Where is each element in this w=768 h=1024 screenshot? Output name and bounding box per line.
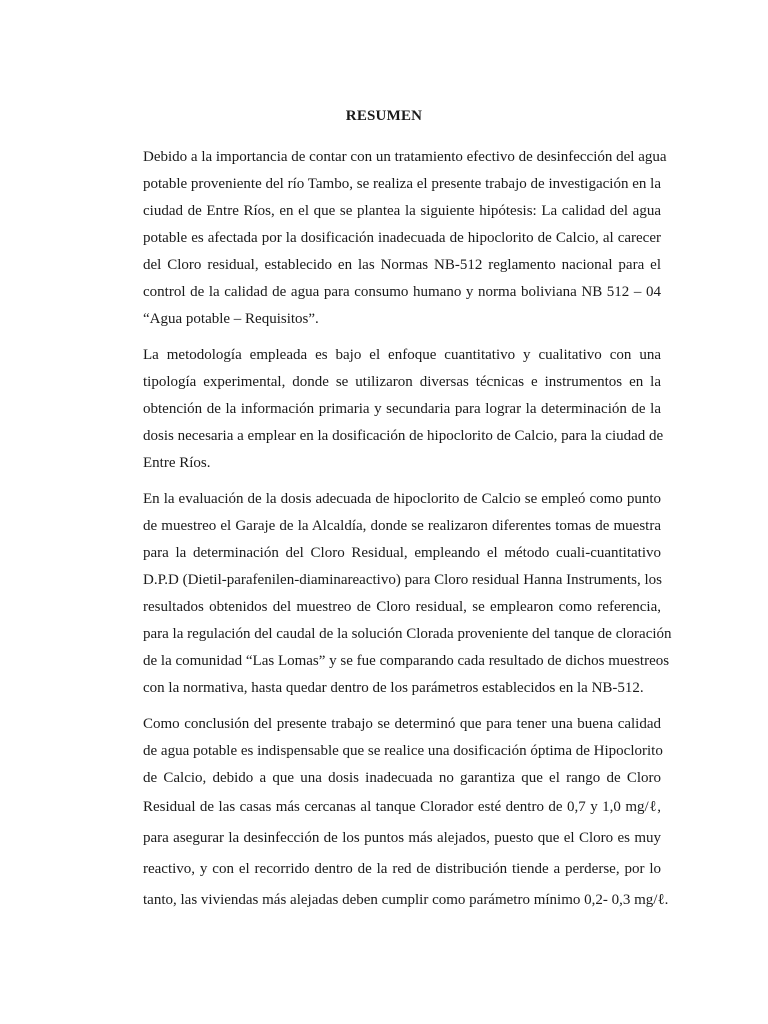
text-line: tanto, las viviendas más alejadas deben cumplir como parámetro mínimo 0,2- 0,3 mg/ℓ. — [143, 892, 669, 908]
text-line: con la normativa, hasta quedar dentro de los parámetros establecidos en la NB-512. — [143, 680, 644, 696]
text-line: resultados obtenidos del muestreo de Cloro residual, se emplearon como referencia, — [143, 599, 661, 615]
text-line: reactivo, y con el recorrido dentro de la red de distribución tiende a perderse, por lo — [143, 861, 661, 877]
text-line: de agua potable es indispensable que se realice una dosificación óptima de Hipoclorito — [143, 743, 663, 759]
text-line: para asegurar la desinfección de los puntos más alejados, puesto que el Cloro es muy — [143, 830, 661, 846]
text-line: dosis necesaria a emplear en la dosificación de hipoclorito de Calcio, para la ciudad de — [143, 428, 664, 444]
text-line: Entre Ríos. — [143, 455, 211, 471]
text-line: Como conclusión del presente trabajo se determinó que para tener una buena calidad — [143, 716, 661, 732]
paragraph-4 — [143, 711, 669, 916]
text-line: potable es afectada por la dosificación inadecuada de hipoclorito de Calcio, al carecer — [143, 230, 661, 246]
text-line: ciudad de Entre Ríos, en el que se plantea la siguiente hipótesis: La calidad del agua — [143, 203, 661, 219]
text-line: En la evaluación de la dosis adecuada de hipoclorito de Calcio se empleó como punto — [143, 491, 661, 507]
text-line: “Agua potable – Requisitos”. — [143, 311, 319, 327]
text-line: de muestreo el Garaje de la Alcaldía, donde se realizaron diferentes tomas de muestra — [143, 518, 661, 534]
text-line: para la determinación del Cloro Residual, empleando el método cuali-cuantitativo — [143, 545, 661, 561]
paragraph-2 — [143, 342, 664, 477]
abstract-body — [143, 144, 672, 925]
text-line: obtención de la información primaria y secundaria para lograr la determinación de la — [143, 401, 661, 417]
text-line: Debido a la importancia de contar con un tratamiento efectivo de desinfección del agua — [143, 149, 667, 165]
text-line: Residual de las casas más cercanas al tanque Clorador esté dentro de 0,7 y 1,0 mg/ℓ, — [143, 799, 661, 815]
text-line: tipología experimental, donde se utilizaron diversas técnicas e instrumentos en la — [143, 374, 661, 390]
paragraph-1 — [143, 144, 667, 333]
text-line: de la comunidad “Las Lomas” y se fue comparando cada resultado de dichos muestreos — [143, 653, 670, 669]
text-line: control de la calidad de agua para consumo humano y norma boliviana NB 512 – 04 — [143, 284, 661, 300]
text-line: potable proveniente del río Tambo, se realiza el presente trabajo de investigación en la — [143, 176, 661, 192]
page-title: RESUMEN — [345, 108, 423, 124]
text-line: del Cloro residual, establecido en las Normas NB-512 reglamento nacional para el — [143, 257, 661, 273]
text-line: para la regulación del caudal de la solución Clorada proveniente del tanque de cloración — [143, 626, 672, 642]
text-line: D.P.D (Dietil-parafenilen-diaminareactivo) para Cloro residual Hanna Instruments, los — [143, 572, 663, 588]
text-line: de Calcio, debido a que una dosis inadecuada no garantiza que el rango de Cloro — [143, 770, 661, 786]
paragraph-3 — [143, 486, 672, 702]
text-line: La metodología empleada es bajo el enfoque cuantitativo y cualitativo con una — [143, 347, 661, 363]
